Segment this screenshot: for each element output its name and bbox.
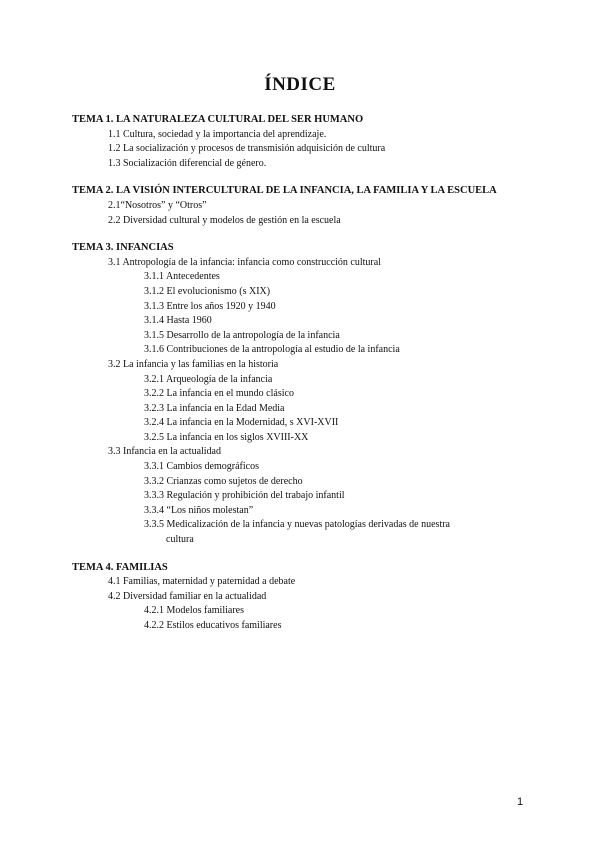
toc-entry: 4.1 Familias, maternidad y paternidad a debate [108, 576, 296, 588]
toc-subentry: 3.3.4 “Los niños molestan” [144, 504, 254, 516]
toc-section-tema-2 [72, 184, 542, 228]
continuation-text: cultura [166, 534, 194, 546]
toc-subentry: 3.3.1 Cambios demográficos [144, 461, 259, 473]
toc-subentry: 3.1.6 Contribuciones de la antropología al estudio de la infancia [144, 344, 400, 356]
toc-entry: 3.2 La infancia y las familias en la historia [108, 358, 279, 370]
toc-section-tema-3 [72, 241, 542, 547]
toc-subentry: 3.2.4 La infancia en la Modernidad, s XVI-XVII [144, 417, 339, 429]
toc-subentry: 3.1.1 Antecedentes [144, 271, 220, 283]
page-title: ÍNDICE [264, 74, 336, 95]
toc-entry: 3.1 Antropología de la infancia: infancia como construcción cultural [108, 256, 381, 268]
toc-entry: 2.2 Diversidad cultural y modelos de gestión en la escuela [108, 214, 341, 226]
toc-subentry: 3.3.3 Regulación y prohibición del trabajo infantil [144, 490, 345, 502]
toc-subentry: 4.2.2 Estilos educativos familiares [144, 620, 282, 631]
toc-section-tema-4 [72, 561, 542, 634]
toc-entry: 1.1 Cultura, sociedad y la importancia del aprendizaje. [108, 128, 327, 140]
toc-subentry: 3.1.4 Hasta 1960 [144, 315, 212, 327]
toc-entry: 1.2 La socialización y procesos de transmisión adquisición de cultura [108, 143, 386, 155]
toc-subentry: 3.3.5 Medicalización de la infancia y nuevas patologías derivadas de nuestra [144, 519, 450, 531]
toc-subentry: 3.2.2 La infancia en el mundo clásico [144, 388, 294, 400]
toc-subentry-continuation [72, 533, 542, 548]
toc-entry: 2.1“Nosotros” y “Otros” [108, 199, 207, 211]
section-title: TEMA 1. LA NATURALEZA CULTURAL DEL SER HUMANO [72, 114, 364, 125]
toc-entry: 1.3 Socialización diferencial de género. [108, 157, 267, 169]
toc-entry: 3.3 Infancia en la actualidad [108, 446, 221, 458]
toc-section-tema-1 [72, 113, 542, 171]
toc-subentry: 3.2.1 Arqueología de la infancia [144, 373, 273, 385]
page-number: 1 [517, 796, 524, 808]
section-title: TEMA 2. LA VISIÓN INTERCULTURAL DE LA INFANCIA, LA FAMILIA Y LA ESCUELA [72, 185, 497, 197]
toc-subentry: 3.2.5 La infancia en los siglos XVIII-XX [144, 431, 309, 443]
section-title: TEMA 4. FAMILIAS [72, 561, 168, 573]
toc-entry: 4.2 Diversidad familiar en la actualidad [108, 590, 267, 602]
toc-subentry: 3.1.3 Entre los años 1920 y 1940 [144, 300, 276, 312]
toc-subentry: 3.3.2 Crianzas como sujetos de derecho [144, 475, 303, 487]
toc-subentry: 3.1.5 Desarrollo de la antropología de la infancia [144, 329, 340, 341]
toc-subentry: 3.2.3 La infancia en la Edad Media [144, 402, 285, 414]
table-of-contents [72, 113, 542, 647]
section-title: TEMA 3. INFANCIAS [72, 242, 174, 254]
toc-subentry: 4.2.1 Modelos familiares [144, 605, 244, 617]
toc-subentry: 3.1.2 El evolucionismo (s XIX) [144, 285, 271, 297]
